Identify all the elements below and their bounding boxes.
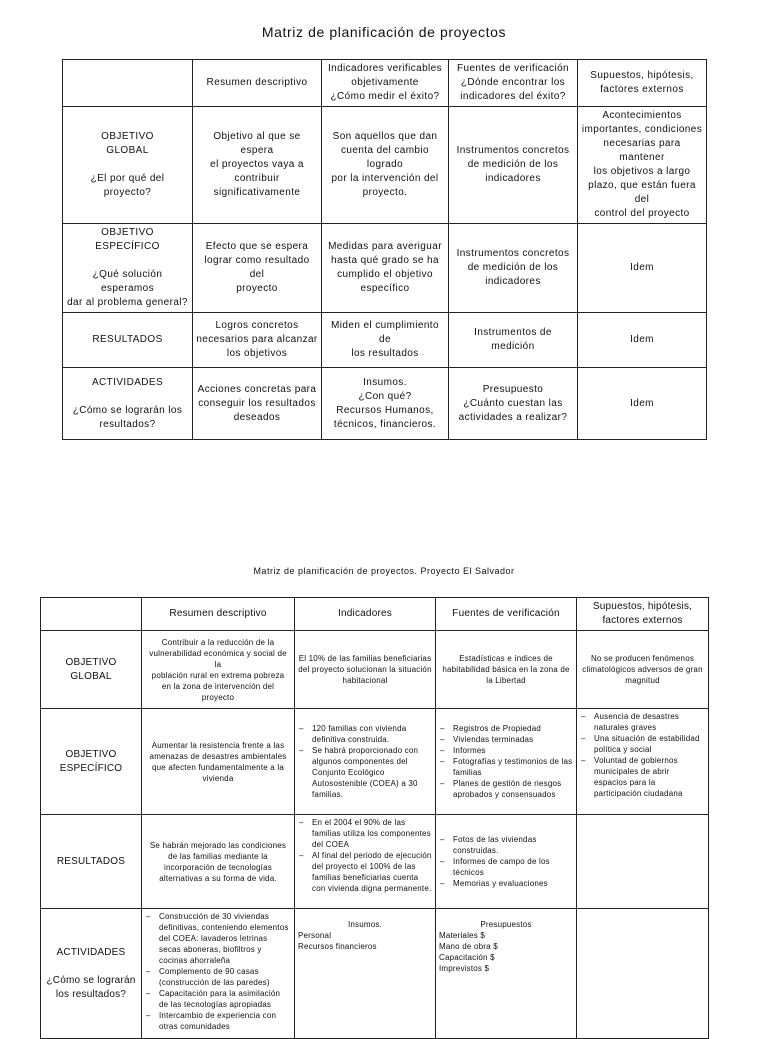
list-item: – Planes de gestión de riesgos aprobados y consensuados bbox=[439, 778, 573, 800]
table-cell: Insumos. ¿Con qué? Recursos Humanos, técnicos, financieros. bbox=[322, 368, 449, 440]
table-cell: Instrumentos concretos de medición de los indicadores bbox=[449, 224, 578, 313]
row-label: ACTIVIDADES ¿Cómo se lograrán los resultados? bbox=[63, 368, 193, 440]
table-cell: Objetivo al que se espera el proyectos vaya a contribuir significativamente bbox=[193, 107, 322, 224]
table-row-activities bbox=[41, 909, 709, 1039]
row-label: RESULTADOS bbox=[41, 815, 142, 909]
indicators-cell bbox=[295, 909, 436, 1039]
list-item: – Fotos de las viviendas construidas. bbox=[439, 834, 573, 856]
table-row-global bbox=[41, 631, 709, 709]
list-item: – En el 2004 el 90% de las familias utiliza los componentes del COEA bbox=[298, 817, 432, 850]
summary-cell: Contribuir a la reducción de la vulnerabilidad económica y social de la población rural en extrema pobreza en la zona de intervención del proyecto bbox=[142, 631, 295, 709]
table-cell: Medidas para averiguar hasta qué grado se ha cumplido el objetivo específico bbox=[322, 224, 449, 313]
table-row-results bbox=[41, 815, 709, 909]
list-item: – Memorias y evaluaciones bbox=[439, 878, 573, 889]
header-cell-summary: Resumen descriptivo bbox=[142, 598, 295, 631]
matrix-title: Matriz de planificación de proyectos bbox=[261, 24, 507, 40]
inputs-list: Personal Recursos financieros bbox=[298, 931, 377, 951]
header-cell-indicators: Indicadores bbox=[295, 598, 436, 631]
header-cell-summary: Resumen descriptivo bbox=[193, 60, 322, 107]
row-label: OBJETIVO ESPECÍFICO ¿Qué solución esperamos dar al problema general? bbox=[63, 224, 193, 313]
list-item: – Fotografías y testimonios de las familias bbox=[439, 756, 573, 778]
table-row bbox=[63, 313, 707, 368]
indicators-cell: El 10% de las familias beneficiarias del proyecto solucionan la situación habitacional bbox=[295, 631, 436, 709]
budget-list: Materiales $ Mano de obra $ Capacitación $ Imprevistos $ bbox=[439, 931, 498, 973]
assumptions-cell: No se producen fenómenos climatológicos adversos de gran magnitud bbox=[577, 631, 709, 709]
summary-cell: Se habrán mejorado las condiciones de las familias mediante la incorporación de tecnologías alternativas a su forma de vida. bbox=[142, 815, 295, 909]
list-item: – Al final del periodo de ejecución del proyecto el 100% de las familias beneficiarias cuenta con vivienda digna permanente. bbox=[298, 850, 432, 894]
row-label: OBJETIVO GLOBAL ¿El por qué del proyecto? bbox=[63, 107, 193, 224]
indicators-cell bbox=[295, 815, 436, 909]
header-row bbox=[41, 598, 709, 631]
sources-cell: Estadísticas e índices de habitabilidad básica en la zona de la Libertad bbox=[436, 631, 577, 709]
summary-cell bbox=[142, 909, 295, 1039]
list-item: – Voluntad de gobiernos municipales de abrir espacios para la participación ciudadana bbox=[580, 755, 705, 799]
header-cell-sources: Fuentes de verificación bbox=[436, 598, 577, 631]
table-row bbox=[63, 107, 707, 224]
assumptions-cell bbox=[577, 909, 709, 1039]
planning-matrix-table bbox=[62, 59, 707, 440]
row-label: RESULTADOS bbox=[63, 313, 193, 368]
table-cell: Efecto que se espera lograr como resultado del proyecto bbox=[193, 224, 322, 313]
table-cell: Idem bbox=[578, 224, 707, 313]
budget-title: Presupuestos bbox=[480, 920, 532, 929]
inputs-title: Insumos. bbox=[347, 920, 383, 929]
indicators-cell bbox=[295, 709, 436, 815]
sources-cell bbox=[436, 709, 577, 815]
row-label: OBJETIVO GLOBAL bbox=[41, 631, 142, 709]
header-cell-empty bbox=[41, 598, 142, 631]
list-item: – Se habrá proporcionado con algunos componentes del Conjunto Ecológico Autosostenible (COEA) a 30 familias. bbox=[298, 745, 432, 800]
table-cell: Instrumentos de medición bbox=[449, 313, 578, 368]
list-item: – Ausencia de desastres naturales graves bbox=[580, 711, 705, 733]
summary-cell: Aumentar la resistencia frente a las amenazas de desastres ambientales que afecten fundamentalmente a la vivienda bbox=[142, 709, 295, 815]
header-cell-indicators: Indicadores verificables objetivamente ¿Cómo medir el éxito? bbox=[322, 60, 449, 107]
table-row bbox=[63, 368, 707, 440]
list-item: – Una situación de estabilidad política y social bbox=[580, 733, 705, 755]
table-cell: Acontecimientos importantes, condiciones necesarias para mantener los objetivos a largo plazo, que están fuera del control del proyecto bbox=[578, 107, 707, 224]
table-cell: Presupuesto ¿Cuánto cuestan las actividades a realizar? bbox=[449, 368, 578, 440]
table-row bbox=[63, 224, 707, 313]
header-cell-assumptions: Supuestos, hipótesis, factores externos bbox=[578, 60, 707, 107]
table-cell: Logros concretos necesarios para alcanzar los objetivos bbox=[193, 313, 322, 368]
list-item: – 120 familias con vivienda definitiva construida. bbox=[298, 723, 432, 745]
row-label: ACTIVIDADES ¿Cómo se lograrán los resultados? bbox=[41, 909, 142, 1039]
el-salvador-matrix-title: Matriz de planificación de proyectos. Proyecto El Salvador bbox=[253, 566, 515, 576]
assumptions-cell bbox=[577, 709, 709, 815]
list-item: – Construcción de 30 viviendas definitivas, conteniendo elementos del COEA: lavaderos letrinas secas aboneras, biofiltros y cocinas ahorraleña bbox=[145, 911, 291, 966]
el-salvador-matrix-table bbox=[40, 597, 709, 1039]
sources-cell bbox=[436, 815, 577, 909]
row-label: OBJETIVO ESPECÍFICO bbox=[41, 709, 142, 815]
list-item: – Intercambio de experiencia con otras comunidades bbox=[145, 1010, 291, 1032]
table-row-specific bbox=[41, 709, 709, 815]
assumptions-cell bbox=[577, 815, 709, 909]
list-item: – Informes bbox=[439, 745, 573, 756]
list-item: – Viviendas terminadas bbox=[439, 734, 573, 745]
table-cell: Idem bbox=[578, 368, 707, 440]
table-cell: Idem bbox=[578, 313, 707, 368]
table-cell: Instrumentos concretos de medición de los indicadores bbox=[449, 107, 578, 224]
list-item: – Informes de campo de los técnicos bbox=[439, 856, 573, 878]
table-cell: Son aquellos que dan cuenta del cambio logrado por la intervención del proyecto. bbox=[322, 107, 449, 224]
sources-cell bbox=[436, 909, 577, 1039]
table-cell: Miden el cumplimiento de los resultados bbox=[322, 313, 449, 368]
list-item: – Complemento de 90 casas (construcción de las paredes) bbox=[145, 966, 291, 988]
header-cell-assumptions: Supuestos, hipótesis, factores externos bbox=[577, 598, 709, 631]
list-item: – Registros de Propiedad bbox=[439, 723, 573, 734]
header-row bbox=[63, 60, 707, 107]
table-cell: Acciones concretas para conseguir los resultados deseados bbox=[193, 368, 322, 440]
list-item: – Capacitación para la asimilación de las tecnologías apropiadas bbox=[145, 988, 291, 1010]
header-cell-empty bbox=[63, 60, 193, 107]
header-cell-sources: Fuentes de verificación ¿Dónde encontrar los indicadores del éxito? bbox=[449, 60, 578, 107]
